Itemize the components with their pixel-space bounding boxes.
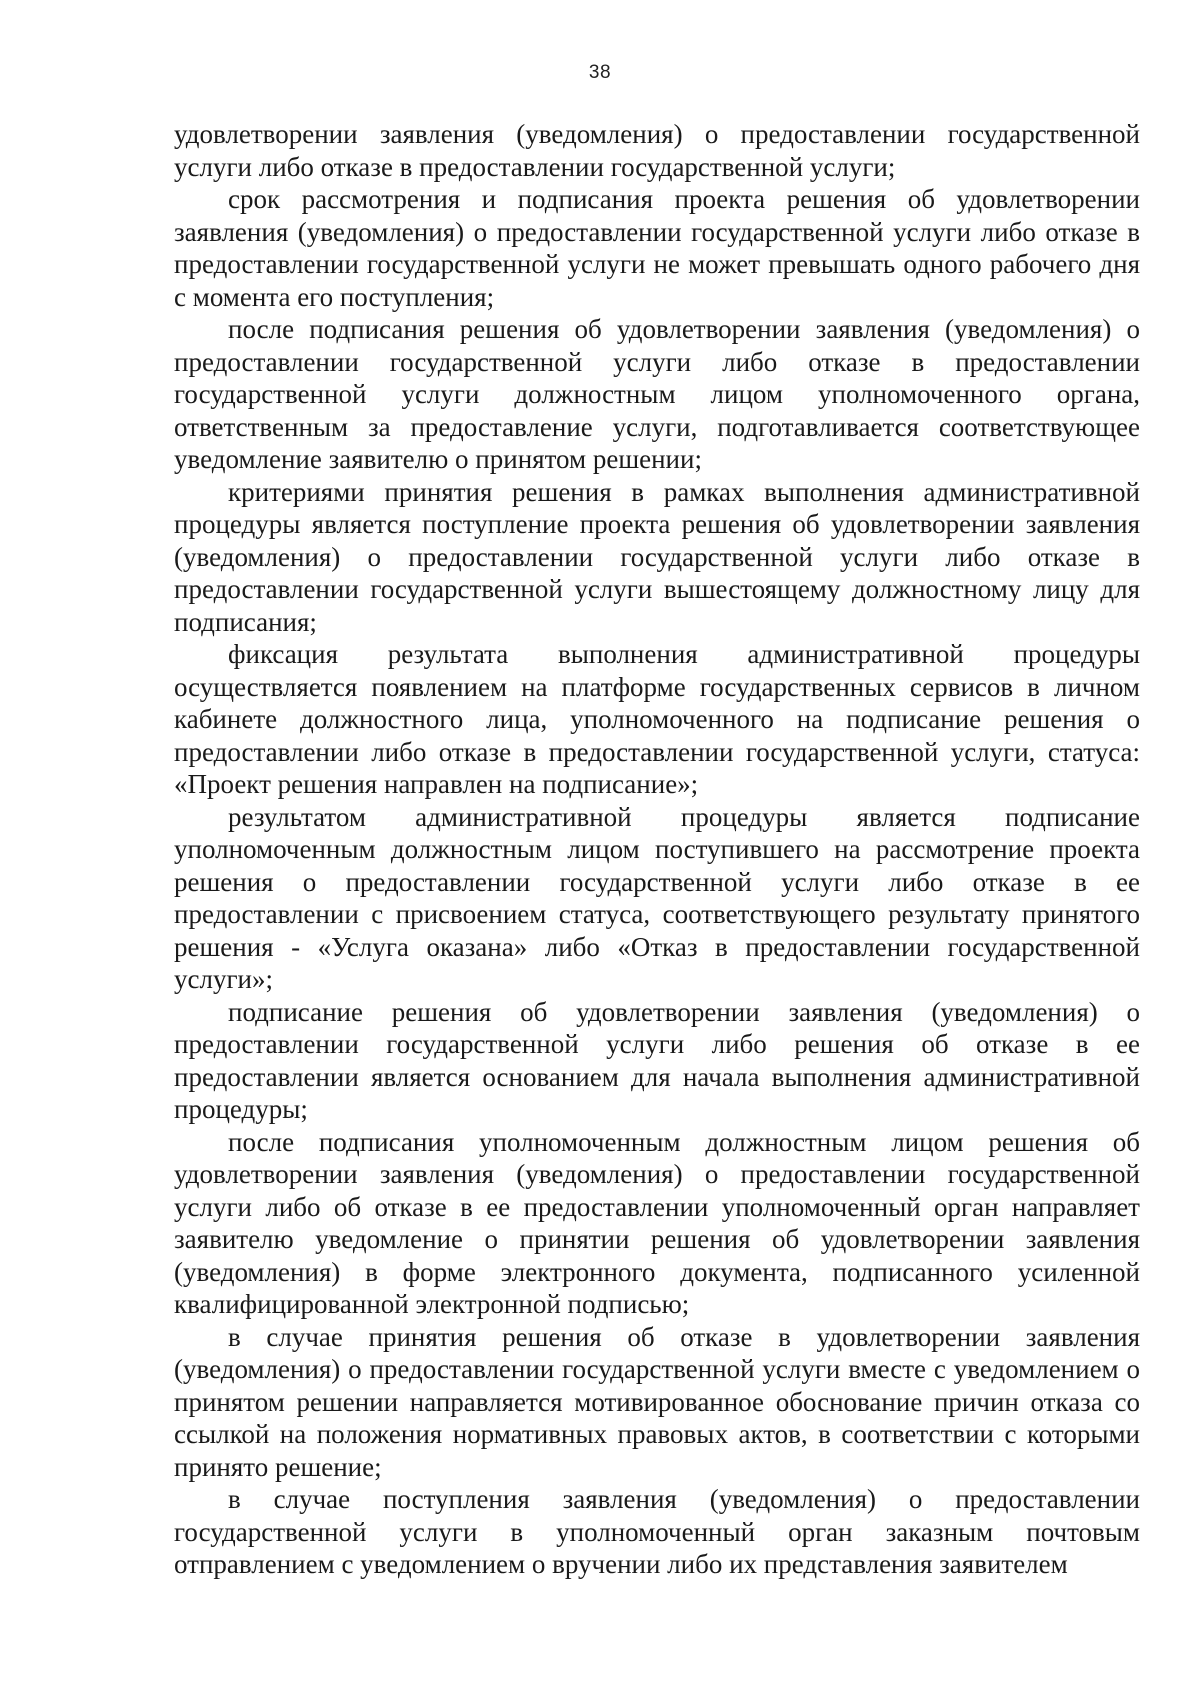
paragraph: срок рассмотрения и подписания проекта решения об удовлетворении заявления (уведомления) о предоставлении государственной услуги либо отказе в предоставлении государственной услуги не может превышать одного рабочего дня с момента его поступления;	[174, 184, 1140, 312]
paragraph: подписание решения об удовлетворении заявления (уведомления) о предоставлении государственной услуги либо решения об отказе в ее предоставлении является основанием для начала выполнения административной процедуры;	[174, 996, 1140, 1124]
paragraph-continuation: удовлетворении заявления (уведомления) о предоставлении государственной услуги либо отказе в предоставлении государственной услуги;	[174, 119, 1140, 182]
document-body	[174, 118, 1140, 1581]
paragraph: в случае принятия решения об отказе в удовлетворении заявления (уведомления) о предоставлении государственной услуги вместе с уведомлением о принятом решении направляется мотивированное обоснование причин отказа со ссылкой на положения нормативных правовых актов, в соответствии с которыми принято решение;	[174, 1321, 1140, 1482]
paragraph: в случае поступления заявления (уведомления) о предоставлении государственной услуги в уполномоченный орган заказным почтовым отправлением с уведомлением о вручении либо их представления заявителем	[174, 1484, 1140, 1579]
paragraph: фиксация результата выполнения административной процедуры осуществляется появлением на платформе государственных сервисов в личном кабинете должностного лица, уполномоченного на подписание решения о предоставлении либо отказе в предоставлении государственной услуги, статуса: «Проект решения направлен на подписание»;	[174, 639, 1140, 799]
page-number: 38	[588, 62, 612, 83]
paragraph: результатом административной процедуры является подписание уполномоченным должностным лицом поступившего на рассмотрение проекта решения о предоставлении государственной услуги либо отказе в ее предоставлении с присвоением статуса, соответствующего результату принятого решения - «Услуга оказана» либо «Отказ в предоставлении государственной услуги»;	[174, 801, 1140, 994]
paragraph: критериями принятия решения в рамках выполнения административной процедуры является поступление проекта решения об удовлетворении заявления (уведомления) о предоставлении государственной услуги либо отказе в предоставлении государственной услуги вышестоящему должностному лицу для подписания;	[174, 476, 1140, 637]
paragraph: после подписания решения об удовлетворении заявления (уведомления) о предоставлении государственной услуги либо отказе в предоставлении государственной услуги должностным лицом уполномоченного органа, ответственным за предоставление услуги, подготавливается соответствующее уведомление заявителю о принятом решении;	[174, 314, 1140, 474]
paragraph: после подписания уполномоченным должностным лицом решения об удовлетворении заявления (уведомления) о предоставлении государственной услуги либо об отказе в ее предоставлении уполномоченный орган направляет заявителю уведомление о принятии решения об удовлетворении заявления (уведомления) в форме электронного документа, подписанного усиленной квалифицированной электронной подписью;	[174, 1126, 1140, 1319]
